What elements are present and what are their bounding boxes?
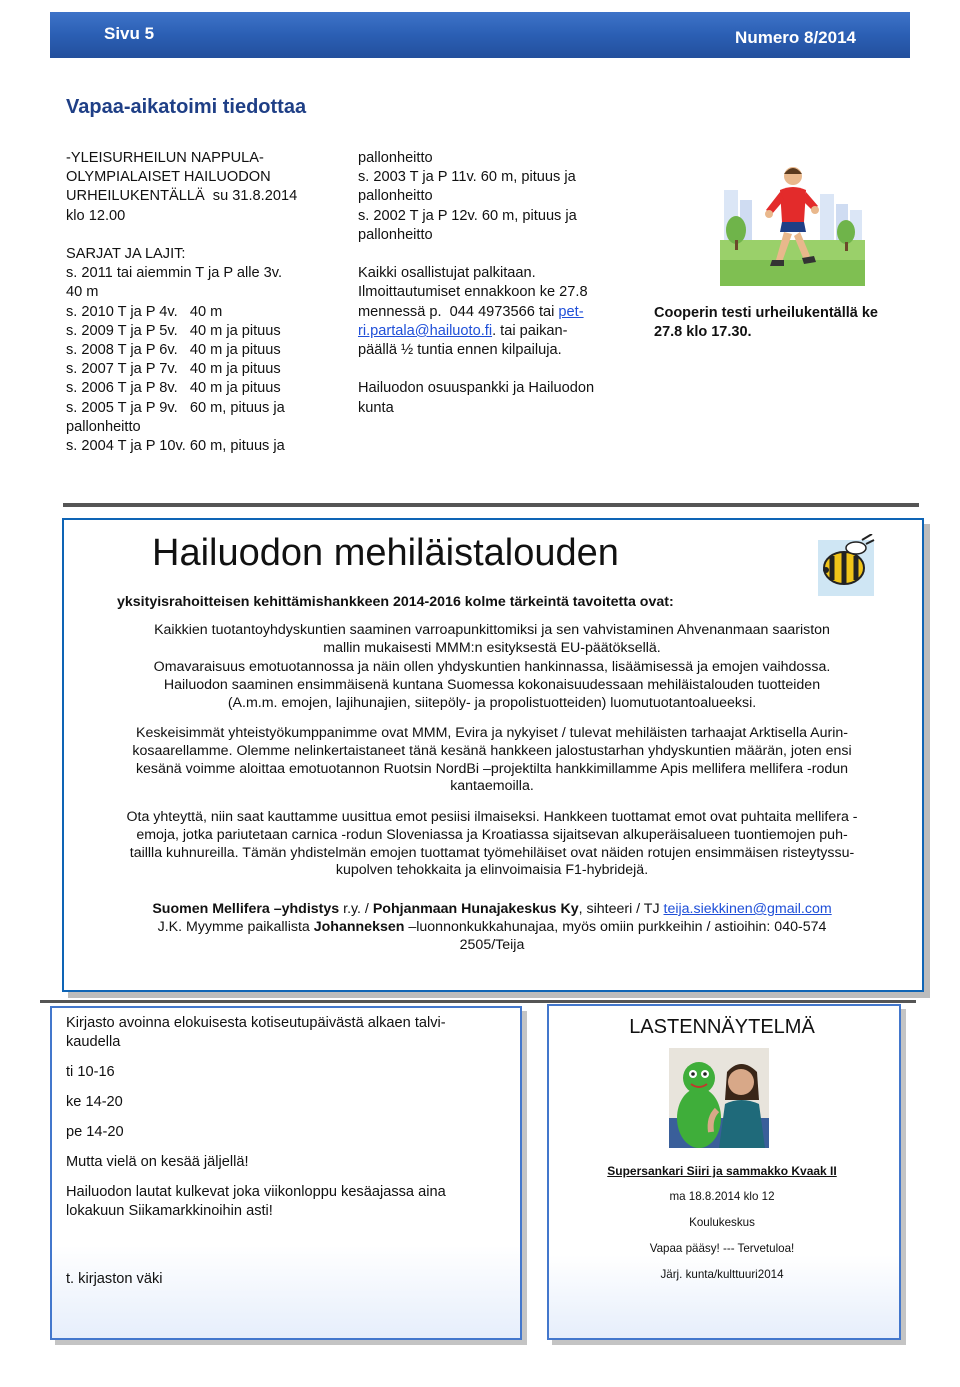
sponsor-line: Hailuodon osuuspankki ja Hailuodon — [358, 380, 595, 397]
contact-line — [358, 322, 628, 341]
text-line: s. 2011 tai aiemmin T ja P alle 3v. — [66, 265, 283, 282]
text-line: Ilmoittautumiset ennakkoon ke 27.8 — [358, 284, 588, 301]
cooper-line: Cooperin testi urheilukentällä ke — [654, 305, 878, 321]
page-number: Sivu 5 — [104, 24, 155, 43]
text-line: 40 m — [66, 284, 99, 301]
opening-hours: ke 14-20 — [66, 1094, 123, 1110]
signature-paragraph — [82, 901, 902, 954]
text-line — [66, 226, 336, 245]
runner-illustration — [720, 160, 865, 286]
text-line: Mutta vielä on kesää jäljellä! — [66, 1154, 249, 1170]
org-name: Pohjanmaan Hunajakeskus Ky — [372, 901, 579, 917]
email-link[interactable]: teija.siekkinen@gmail.com — [663, 901, 832, 917]
email-link-part2[interactable]: ri.partala@hailuoto.fi — [358, 322, 493, 339]
contact-paragraph — [82, 809, 902, 880]
sponsor-line: kunta — [358, 399, 394, 416]
cooper-line: 27.8 klo 17.30. — [654, 324, 752, 340]
text-line: Hailuodon lautat kulkevat joka viikonloppu kesäajassa aina — [66, 1184, 446, 1200]
text: J.K. Myymme paikallista — [157, 918, 314, 935]
text-line: s. 2009 T ja P 5v. 40 m ja pituus — [66, 322, 281, 339]
text-line: kosaarellamme. Olemme nelinkertaistaneet tänä kesänä hankkeen jalostustarhan yhdyskuntien määrän, joten ensi — [132, 742, 852, 759]
text-line: Hailuodon saaminen ensimmäisenä kuntana Suomessa kokonaisuudessaan mehiläistalouden tuotteiden — [163, 677, 821, 693]
divider — [63, 503, 919, 507]
divider — [40, 1000, 916, 1003]
text-line: kupolven tehokkaita ja elinvoimaisia F1-hybridejä. — [335, 862, 649, 879]
play-name: Supersankari Siiri ja sammakko Kvaak II — [607, 1164, 837, 1178]
play-entry: Vapaa pääsy! --- Tervetuloa! — [649, 1242, 795, 1255]
text-line: lokakuun Siikamarkkinoihin asti! — [66, 1203, 273, 1219]
beekeeping-subtitle: yksityisrahoitteisen kehittämishankkeen 2014-2016 kolme tärkeintä tavoitetta ovat: — [117, 594, 674, 610]
text-line: klo 12.00 — [66, 207, 126, 224]
beekeeping-title: Hailuodon mehiläistalouden — [152, 532, 619, 574]
bee-icon — [816, 534, 876, 598]
text-line: (A.m.m. emojen, lajihunajien, siitepöly- ja propolistuotteiden) luomutuotantoalueeksi. — [227, 694, 757, 711]
text-line: taillla kuhnureilla. Tämän yhdistelmän emojen tuottamat työmehiläiset ovat näiden rotujen ensimmäisen risteytyssu- — [129, 844, 855, 861]
text-line: SARJAT JA LAJIT: — [66, 246, 186, 263]
text-line — [82, 919, 902, 937]
email-link-part1[interactable]: pet- — [558, 303, 584, 320]
text-line: s. 2003 T ja P 11v. 60 m, pituus ja — [358, 169, 576, 186]
library-text — [66, 1014, 506, 1289]
sports-event-column-2 — [358, 149, 628, 418]
text-line: kantaemoilla. — [450, 778, 534, 795]
text-line — [358, 360, 628, 379]
partners-paragraph — [82, 725, 902, 796]
text-line: emoja, jotka pariutetaan carnica -rodun Sloveniassa ja Kroatiassa sijaitsevan alkuperäisalueen tuontiemojen puh- — [136, 826, 848, 843]
text-line: pallonheitto — [358, 226, 433, 243]
opening-hours: ti 10-16 — [66, 1064, 115, 1080]
text-line: Kaikkien tuotantoyhdyskuntien saaminen varroapunkittomiksi ja sen vahvistaminen Ahvenanmaan saariston — [154, 622, 830, 638]
text-line: s. 2007 T ja P 7v. 40 m ja pituus — [66, 361, 281, 378]
goal-paragraph-2 — [82, 659, 902, 677]
text: r.y. / — [339, 901, 373, 917]
play-title: LASTENNÄYTELMÄ — [629, 1016, 815, 1038]
org-name: Suomen Mellifera –yhdistys — [152, 901, 340, 917]
section-title: Vapaa-aikatoimi tiedottaa — [66, 96, 307, 118]
text-line: kaudella — [66, 1034, 121, 1050]
contact-text: . tai paikan- — [492, 322, 568, 339]
text-line: pallonheitto — [66, 418, 141, 435]
play-organizer: Järj. kunta/kulttuuri2014 — [660, 1268, 784, 1281]
text-line: OLYMPIALAISET HAILUODON — [66, 169, 271, 186]
text-line: s. 2008 T ja P 6v. 40 m ja pituus — [66, 342, 281, 359]
sports-event-column-1 — [66, 149, 336, 456]
text-line: s. 2010 T ja P 4v. 40 m — [66, 303, 223, 320]
text: , sihteeri / TJ — [578, 901, 664, 917]
play-date: ma 18.8.2014 klo 12 — [669, 1190, 775, 1203]
play-place: Koulukeskus — [689, 1216, 755, 1229]
text-line: pallonheitto — [358, 188, 433, 205]
goal-paragraph-3 — [82, 677, 902, 713]
text-line: päällä ½ tuntia ennen kilpailuja. — [358, 342, 562, 359]
play-photo — [669, 1048, 769, 1148]
text-line: Kaikki osallistujat palkitaan. — [358, 265, 536, 282]
opening-hours: pe 14-20 — [66, 1124, 124, 1140]
text-line — [358, 245, 628, 264]
text-line — [82, 901, 902, 919]
library-signature: t. kirjaston väki — [66, 1271, 163, 1287]
text-line: s. 2006 T ja P 8v. 40 m ja pituus — [66, 380, 281, 397]
text-line: s. 2002 T ja P 12v. 60 m, pituus ja — [358, 207, 577, 224]
goal-paragraph-1 — [82, 622, 902, 658]
text-line: Keskeisimmät yhteistyökumppanimme ovat MMM, Evira ja nykyiset / tulevat mehiläisten tarhaajat Arktisella Aurin- — [135, 725, 848, 741]
text-line: s. 2005 T ja P 9v. 60 m, pituus ja — [66, 399, 285, 416]
text-line: 2505/Teija — [459, 936, 525, 953]
cooper-test-notice — [654, 304, 914, 342]
text-line: Omavaraisuus emotuotannossa ja näin ollen yhdyskuntien hankinnassa, lisäämisessä ja emojen vaihdossa. — [153, 659, 831, 675]
issue-number: Numero 8/2014 — [735, 28, 856, 47]
text: –luonnonkukkahunajaa, myös omiin purkkeihin / astioihin: 040-574 — [404, 918, 827, 935]
text-line: s. 2004 T ja P 10v. 60 m, pituus ja — [66, 438, 285, 455]
text-line: kesänä voimme aloittaa emotuotannon Ruotsin NordBi –projektilta hankkimillamme Apis mellifera mellifera -rodun — [135, 760, 849, 777]
text-line: URHEILUKENTÄLLÄ su 31.8.2014 — [66, 188, 298, 205]
text-line: -YLEISURHEILUN NAPPULA- — [66, 150, 264, 166]
text-line: Ota yhteyttä, niin saat kauttamme uusittua emot pesiisi ilmaiseksi. Hankkeen tuottamat emot ovat puhtaita mellifera - — [126, 809, 858, 825]
contact-line — [358, 303, 628, 322]
text-line: mallin mukaisesti MMM:n esityksestä EU-päätöksellä. — [323, 639, 661, 656]
org-name: Johanneksen — [313, 918, 405, 935]
contact-text: mennessä p. 044 4973566 tai — [358, 303, 559, 320]
text-line: pallonheitto — [358, 150, 433, 166]
text-line: Kirjasto avoinna elokuisesta kotiseutupäivästä alkaen talvi- — [66, 1015, 446, 1031]
